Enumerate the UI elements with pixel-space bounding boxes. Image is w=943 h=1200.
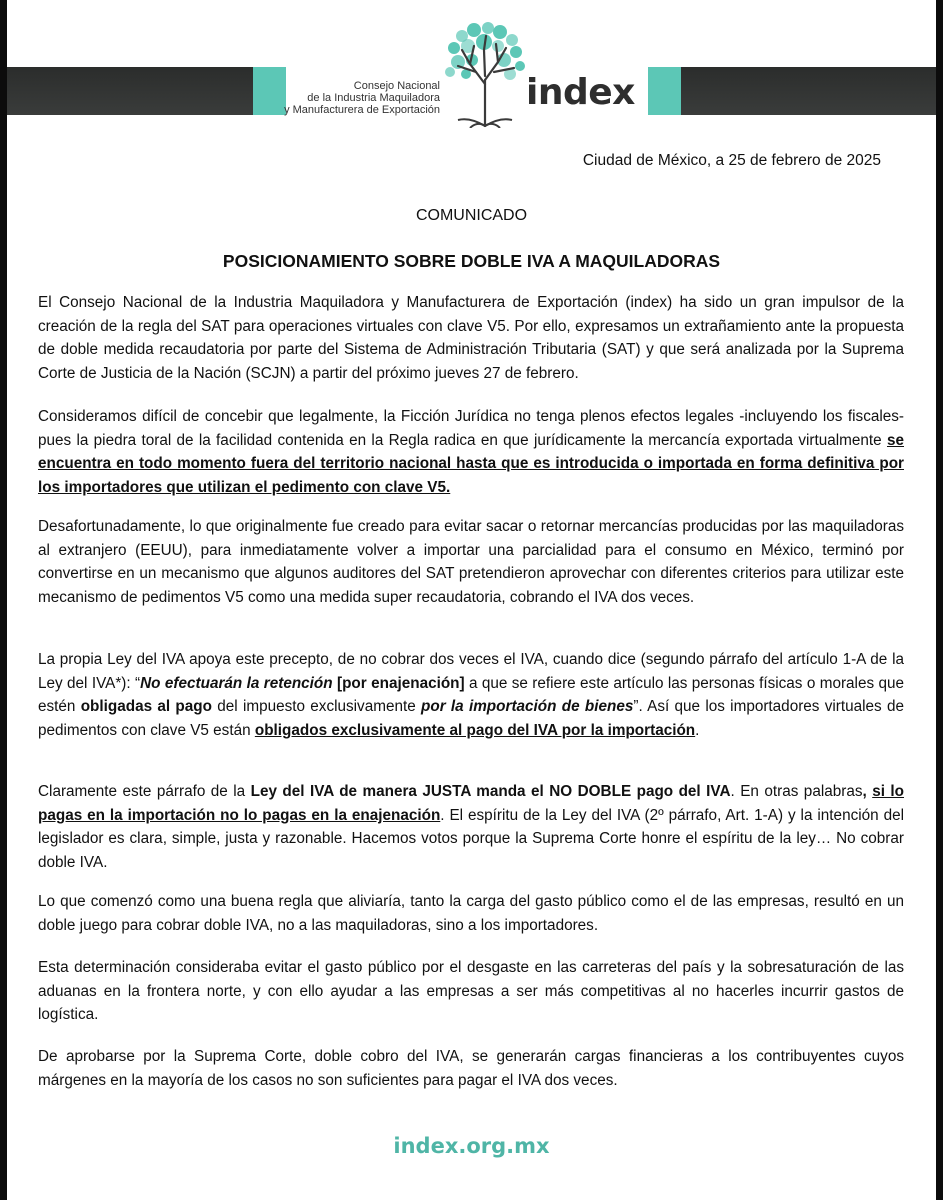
document-date: Ciudad de México, a 25 de febrero de 2025 bbox=[582, 152, 881, 169]
document-title: POSICIONAMIENTO SOBRE DOBLE IVA A MAQUILADORAS bbox=[222, 251, 721, 271]
left-edge bbox=[0, 0, 7, 1200]
paragraph-4-end: . bbox=[695, 722, 700, 740]
header-band-right bbox=[681, 67, 936, 115]
paragraph-4-text-h: ”. Así que los importadores virtuales de pedimentos con clave V5 están bbox=[38, 698, 904, 740]
paragraph-5-text-a: Claramente este párrafo de la bbox=[38, 783, 251, 800]
paragraph-5-emphasis: si lo pagas en la importación no lo pagas en la enajenación bbox=[38, 783, 905, 824]
paragraph-4-importacion: por la importación de bienes bbox=[421, 698, 634, 716]
paragraph-2-emphasis: se encuentra en todo momento fuera del territorio nacional hasta que es introducida o importada en forma definitiva por los importadores que utilizan el pedimento con clave V5. bbox=[38, 431, 904, 497]
paragraph-6: Lo que comenzó como una buena regla que aliviaría, tanto la carga del gasto público como el de las empresas, resultó en un doble juego para cobrar doble IVA, no a las maquiladoras, sino a los importadores. bbox=[38, 893, 904, 934]
brand-wordmark: index bbox=[526, 72, 635, 113]
document-kind: COMUNICADO bbox=[415, 207, 528, 224]
paragraph-2 bbox=[38, 405, 904, 500]
paragraph-4-quote: No efectuarán la retención bbox=[140, 674, 333, 692]
paragraph-4 bbox=[38, 648, 904, 743]
paragraph-4-text-a: La propia Ley del IVA apoya este precepto, de no cobrar dos veces el IVA, cuando dice (segundo párrafo del artículo 1-A de la Ley del IVA*): “ bbox=[38, 651, 904, 692]
right-edge bbox=[936, 0, 943, 1200]
paragraph-4-text-d: a que se refiere este artículo las personas físicas o morales que estén bbox=[38, 674, 905, 716]
footer-url: index.org.mx bbox=[393, 1134, 550, 1158]
paragraph-7: Esta determinación consideraba evitar el gasto público por el desgaste en las carreteras del país y la sobresaturación de las aduanas en la frontera norte, y con ello ayudar a las empresas a ser más competitivas al no hacerles incurrir gastos de logística. bbox=[38, 959, 904, 1024]
header-band-left bbox=[7, 67, 253, 115]
paragraph-8: De aprobarse por la Suprema Corte, doble cobro del IVA, se generarán cargas financieras a los contribuyentes cuyos márgenes en la mayoría de los casos no son suficientes para pagar el IVA dos veces. bbox=[38, 1048, 904, 1089]
paragraph-4-text-f: del impuesto exclusivamente bbox=[211, 698, 421, 716]
org-name-line-3: y Manufacturera de Exportación bbox=[284, 104, 440, 116]
org-name-line-2: de la Industria Maquiladora bbox=[307, 92, 440, 104]
paragraph-2-text: Consideramos difícil de concebir que legalmente, la Ficción Jurídica no tenga plenos efectos legales -incluyendo los fiscales- pues la piedra toral de la facilidad contenida en la Regla radica en que jurídicamente la mercancía exportada virtualmente bbox=[38, 408, 904, 449]
header-band-right-accent bbox=[648, 67, 681, 115]
paragraph-5-text-f: . El espíritu de la Ley del IVA (2º párrafo, Art. 1-A) y la intención del legislador es clara, simple, justa y razonable. Hacemos votos porque la Suprema Corte honre el espíritu de la ley… No cobrar doble IVA. bbox=[38, 806, 904, 872]
paragraph-5-comma: , bbox=[862, 783, 873, 800]
paragraph-5-bold: Ley del IVA de manera JUSTA manda el NO DOBLE pago del IVA bbox=[250, 783, 731, 800]
logo bbox=[284, 20, 640, 130]
paragraph-4-emphasis: obligados exclusivamente al pago del IVA por la importación bbox=[254, 722, 696, 740]
paragraph-5-text-c: . En otras palabras bbox=[730, 783, 863, 800]
header-band-left-accent bbox=[253, 67, 286, 115]
paragraph-4-bracket: [por enajenación] bbox=[332, 674, 465, 692]
paragraph-1: El Consejo Nacional de la Industria Maquiladora y Manufacturera de Exportación (index) ha sido un gran impulsor de la creación de la regla del SAT para operaciones virtuales con clave V5. Por ello, expresamos un extrañamiento ante la propuesta de doble medida recaudatoria por parte del Sistema de Administración Tributaria (SAT) y que será analizada por la Suprema Corte de Justicia de la Nación (SCJN) a partir del próximo jueves 27 de febrero. bbox=[38, 294, 904, 383]
paragraph-4-obligadas: obligadas al pago bbox=[80, 698, 212, 716]
org-name-line-1: Consejo Nacional bbox=[353, 80, 440, 92]
paragraph-3: Desafortunadamente, lo que originalmente fue creado para evitar sacar o retornar mercancías producidas por las maquiladoras al extranjero (EEUU), para inmediatamente volver a importar una parcialidad para el consumo en México, terminó por convertirse en un mecanismo que algunos auditores del SAT pretendieron aprovechar con diferentes criterios para utilizar este mecanismo de pedimentos V5 como una medida super recaudatoria, cobrando el IVA dos veces. bbox=[38, 518, 904, 607]
tree-logo-icon bbox=[440, 20, 530, 128]
paragraph-5 bbox=[38, 780, 904, 875]
